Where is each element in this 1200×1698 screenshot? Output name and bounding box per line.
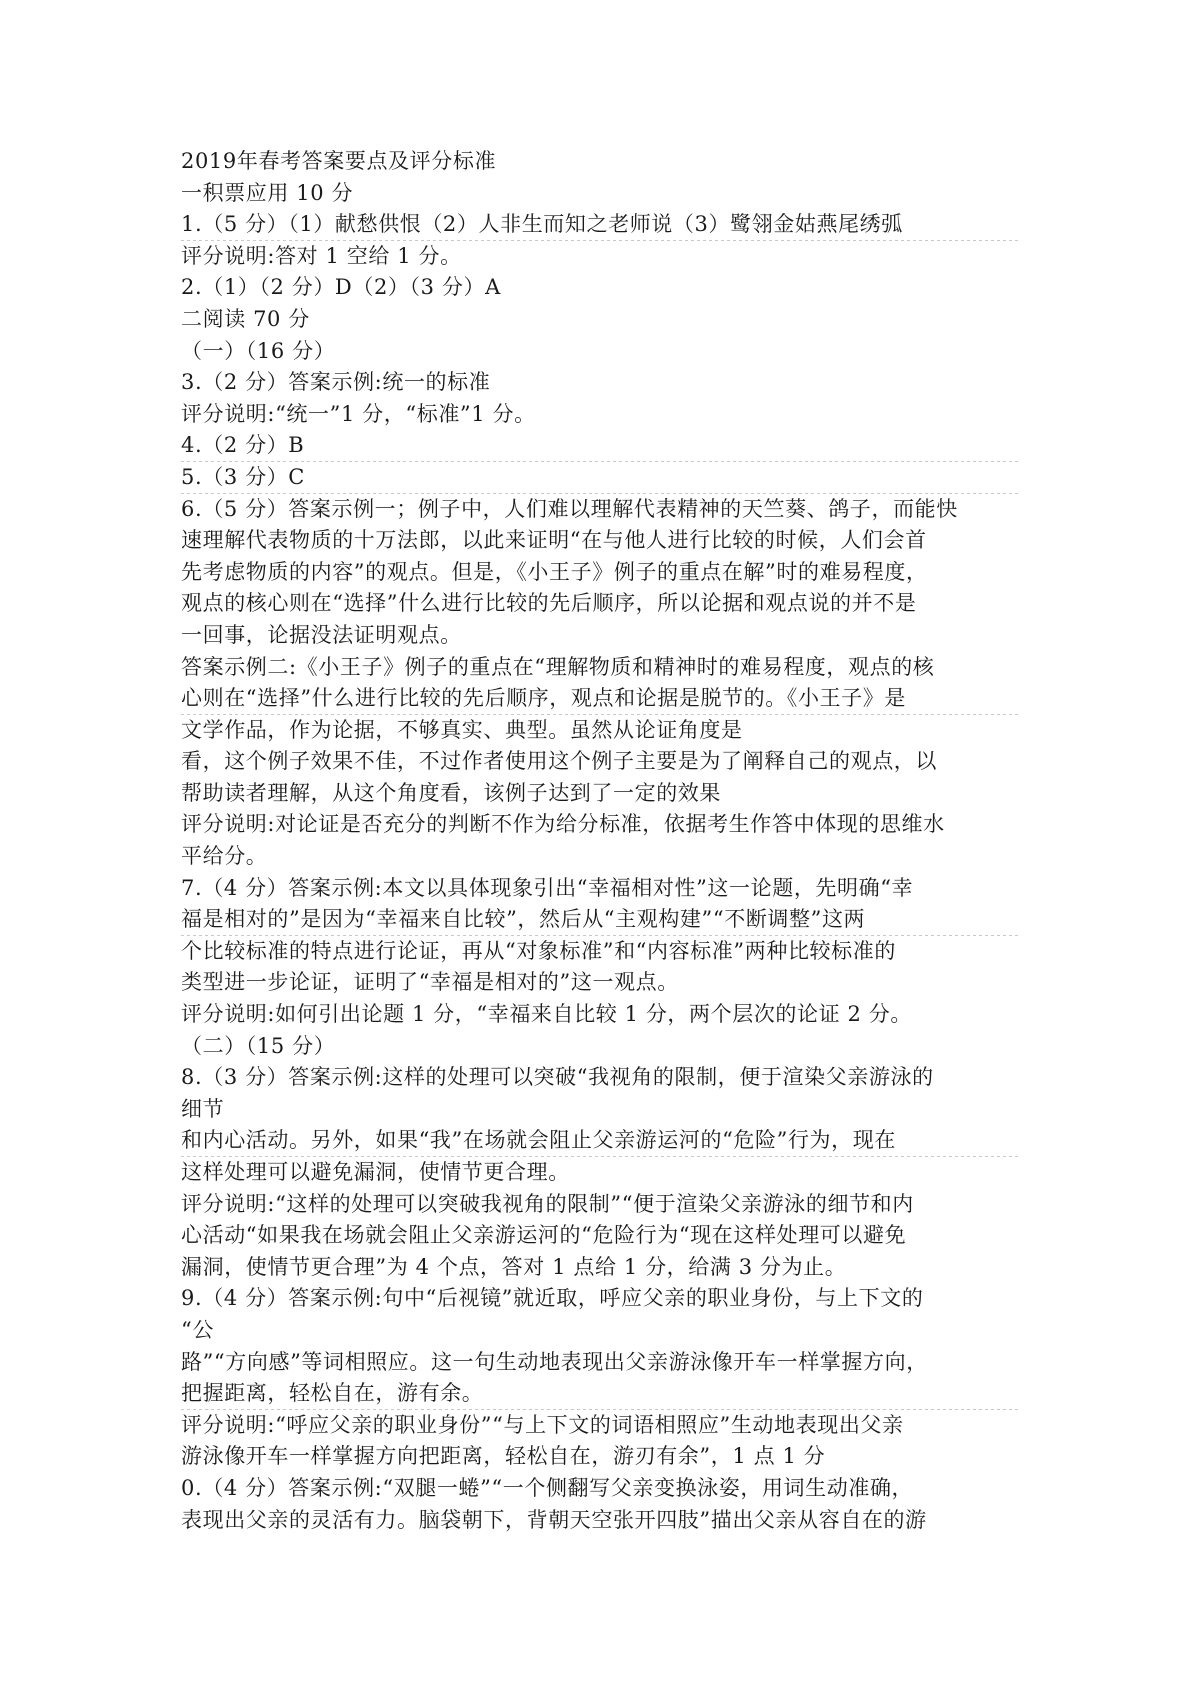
text-line: 平给分。	[181, 844, 268, 869]
text-line: 5.（3 分）C	[181, 462, 1021, 494]
text-line: 一积票应用 10 分	[181, 180, 354, 205]
text-line: 看，这个例子效果不佳，不过作者使用这个例子主要是为了阐释自己的观点，以	[181, 749, 937, 774]
text-line: 游泳像开车一样掌握方向把距离，轻松自在，游刃有余”，1 点 1 分	[181, 1444, 826, 1469]
text-line: 评分说明:“呼应父亲的职业身份”“与上下文的词语相照应”生动地表现出父亲	[181, 1412, 904, 1437]
text-line: 2019年春考答案要点及评分标准	[181, 149, 497, 173]
text-line: 7.（4 分）答案示例:本文以具体现象引出“幸福相对性”这一论题，先明确“幸	[181, 875, 914, 900]
answer-document	[181, 146, 1021, 1536]
text-line: 个比较标准的特点进行论证，再从“对象标准”和“内容标准”两种比较标准的	[181, 938, 896, 963]
text-line: 2.（1）（2 分）D（2）（3 分）A	[181, 275, 501, 300]
text-line: 4.（2 分）B	[181, 430, 1021, 462]
text-line: 类型进一步论证，证明了“幸福是相对的”这一观点。	[181, 970, 679, 995]
text-line: 速理解代表物质的十万法郎，以此来证明“在与他人进行比较的时候，人们会首	[181, 528, 927, 553]
text-line: 路”“方向感”等词相照应。这一句生动地表现出父亲游泳像开车一样掌握方向，	[181, 1349, 928, 1374]
text-line: 福是相对的”是因为“幸福来自比较”，然后从“主观构建”“不断调整”这两	[181, 904, 1021, 936]
text-line: 帮助读者理解，从这个角度看，该例子达到了一定的效果	[181, 780, 721, 805]
text-line: （二）（15 分）	[181, 1033, 336, 1058]
text-line: 6.（5 分）答案示例一；例子中，人们难以理解代表精神的天竺葵、鸽子，而能快	[181, 496, 958, 521]
text-line: 漏洞，使情节更合理”为 4 个点，答对 1 点给 1 分，给满 3 分为止。	[181, 1254, 847, 1279]
text-line: 评分说明:答对 1 空给 1 分。	[181, 243, 462, 268]
text-line: 3.（2 分）答案示例:统一的标准	[181, 370, 491, 395]
text-line: 一回事，论据没法证明观点。	[181, 622, 462, 647]
text-line: 和内心活动。另外，如果“我”在场就会阻止父亲游运河的“危险”行为，现在	[181, 1125, 1021, 1157]
text-line: 答案示例二:《小王子》例子的重点在“理解物质和精神时的难易程度，观点的核	[181, 654, 935, 679]
text-line: 把握距离，轻松自在，游有余。	[181, 1378, 1021, 1410]
text-line: 文学作品，作为论据，不够真实、典型。虽然从论证角度是	[181, 717, 743, 742]
text-line: “公	[181, 1317, 214, 1342]
text-line: 先考虑物质的内容”的观点。但是，《小王子》例子的重点在解”时的难易程度，	[181, 559, 928, 584]
text-line: 评分说明:“统一”1 分，“标准”1 分。	[181, 401, 536, 426]
text-line: 这样处理可以避免漏洞，使情节更合理。	[181, 1160, 570, 1184]
text-line: 心活动“如果我在场就会阻止父亲游运河的“危险行为“现在这样处理可以避免	[181, 1223, 907, 1248]
text-line: 细节	[181, 1096, 225, 1121]
text-line: 评分说明:如何引出论题 1 分，“幸福来自比较 1 分，两个层次的论证 2 分。	[181, 1002, 912, 1027]
text-line: （一）（16 分）	[181, 338, 336, 363]
text-line: 评分说明:“这样的处理可以突破我视角的限制”“便于渲染父亲游泳的细节和内	[181, 1191, 914, 1216]
text-line: 0.（4 分）答案示例:“双腿一蜷”“一个侧翻写父亲变换泳姿，用词生动准确，	[181, 1475, 914, 1500]
text-line: 1.（5 分）（1）献愁供恨（2）人非生而知之老师说（3）鹭翎金姑燕尾绣弧	[181, 209, 1021, 241]
text-line: 评分说明:对论证是否充分的判断不作为给分标准，依据考生作答中体现的思维水	[181, 812, 945, 837]
text-line: 表现出父亲的灵活有力。脑袋朝下，背朝天空张开四肢”描出父亲从容自在的游	[181, 1507, 927, 1532]
text-line: 心则在“选择”什么进行比较的先后顺序，观点和论据是脱节的。《小王子》是	[181, 683, 1021, 715]
text-line: 观点的核心则在“选择”什么进行比较的先后顺序，所以论据和观点说的并不是	[181, 591, 917, 616]
text-line: 二阅读 70 分	[181, 306, 310, 331]
text-line: 8.（3 分）答案示例:这样的处理可以突破“我视角的限制，便于渲染父亲游泳的	[181, 1065, 934, 1090]
text-line: 9.（4 分）答案示例:句中“后视镜”就近取，呼应父亲的职业身份，与上下文的	[181, 1286, 924, 1311]
